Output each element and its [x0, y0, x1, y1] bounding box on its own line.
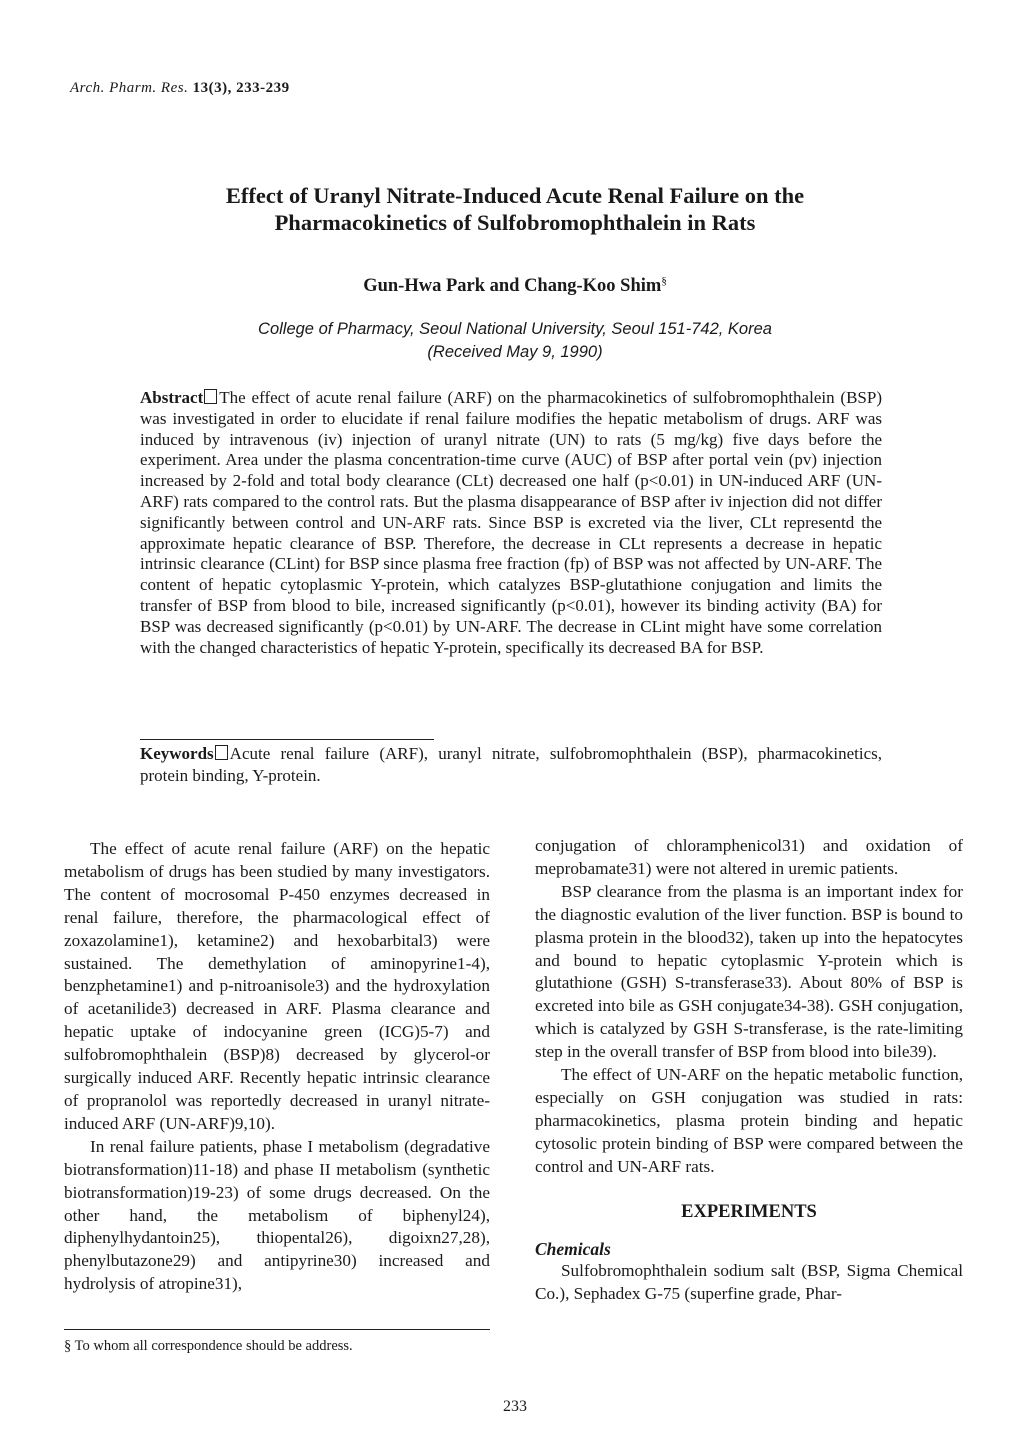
- affiliation-line: College of Pharmacy, Seoul National University, Seoul 151-742, Korea: [258, 320, 772, 338]
- body-paragraph: The effect of UN-ARF on the hepatic metabolic function, especially on GSH conjugation was studied in rats: pharmacokinetics, plasma protein binding and hepatic cytosolic protein binding of BSP were compared between the control and UN-ARF rats.: [535, 1065, 963, 1176]
- footnote-divider: [64, 1329, 490, 1330]
- volume-issue-pages: 13(3), 233-239: [192, 80, 290, 96]
- title-line-1: Effect of Uranyl Nitrate-Induced Acute Renal Failure on the: [225, 183, 805, 208]
- keywords: [140, 743, 882, 786]
- journal-name: Arch. Pharm. Res.: [70, 80, 189, 96]
- authors: [90, 275, 940, 297]
- body-column-left: [64, 838, 490, 1296]
- subsection-heading: Chemicals: [535, 1238, 611, 1259]
- keywords-text: Acute renal failure (ARF), uranyl nitrate, sulfobromophthalein (BSP), pharmacokinetics, protein binding, Y-protein.: [140, 744, 882, 785]
- abstract: [140, 388, 882, 658]
- box-separator-icon: [215, 745, 228, 760]
- body-paragraph: In renal failure patients, phase I metabolism (degradative biotransformation)11-18) and phase II metabolism (synthetic biotransformation)19-23) of some drugs decreased. On the other hand, the metabolism of biphenyl24), diphenylhydantoin25), thiopental26), digoixn27,28), phenylbutazone29) and antipyrine30) increased and hydrolysis of atropine31),: [64, 1136, 490, 1294]
- journal-citation: [70, 80, 290, 97]
- footnote-text: To whom all correspondence should be address.: [74, 1338, 353, 1354]
- affiliation: [90, 318, 940, 364]
- abstract-text: The effect of acute renal failure (ARF) on the pharmacokinetics of sulfobromophthalein (BSP) was investigated in order to elucidate if renal failure modifies the hepatic metabolism of drugs. ARF was induced by intravenous (iv) injection of uranyl nitrate (UN) to rats (5 mg/kg) five days before the experiment. Area under the plasma concentration-time curve (AUC) of BSP after portal vein (pv) injection increased by 2-fold and total body clearance (CLt) decreased one half (p<0.01) in UN-induced ARF (UN-ARF) rats compared to the control rats. But the plasma disappearance of BSP after iv injection did not differ significantly between control and UN-ARF rats. Since BSP is excreted via the liver, CLt representd the approximate hepatic clearance of BSP. Therefore, the decrease in CLt represents a decrease in hepatic intrinsic clearance (CLint) for BSP since plasma free fraction (fp) of BSP was not affected by UN-ARF. The content of hepatic cytoplasmic Y-protein, which catalyzes BSP-glutathione conjugation and limits the transfer of BSP from blood to bile, increased significantly (p<0.01), however its binding activity (BA) for BSP was decreased significantly (p<0.01) by UN-ARF. The decrease in CLint might have some correlation with the changed characteristics of hepatic Y-protein, specifically its decreased BA for BSP.: [140, 388, 882, 657]
- body-column-right: [535, 835, 963, 1306]
- footnote: [64, 1338, 353, 1355]
- body-paragraph: Sulfobromophthalein sodium salt (BSP, Sigma Chemical Co.), Sephadex G-75 (superfine grade, Phar-: [535, 1261, 963, 1304]
- abstract-label: Abstract: [140, 388, 204, 407]
- footnote-mark: §: [64, 1338, 72, 1354]
- paper-title: [90, 182, 940, 236]
- body-paragraph: BSP clearance from the plasma is an important index for the diagnostic evalution of the liver function. BSP is bound to plasma protein in the blood32), taken up into the hepatocytes and bound to hepatic cytoplasmic Y-protein which is glutathione (GSH) S-transferase33). About 80% of BSP is excreted into bile as GSH conjugate34-38). GSH conjugation, which is catalyzed by GSH S-transferase, is the rate-limiting step in the overall transfer of BSP from blood into bile39).: [535, 881, 963, 1062]
- keywords-label: Keywords: [140, 744, 214, 763]
- body-paragraph: conjugation of chloramphenicol31) and oxidation of meprobamate31) were not altered in uremic patients.: [535, 836, 963, 878]
- title-line-2: Pharmacokinetics of Sulfobromophthalein in Rats: [274, 210, 756, 235]
- page-number: 233: [503, 1398, 527, 1415]
- body-paragraph: The effect of acute renal failure (ARF) on the hepatic metabolism of drugs has been studied by many investigators. The content of mocrosomal P-450 enzymes decreased in renal failure, therefore, the pharmacological effect of zoxazolamine1), ketamine2) and hexobarbital3) were sustained. The demethylation of aminopyrine1-4), benzphetamine1) and p-nitroanisole3) and the hydroxylation of acetanilide3) decreased in ARF. Plasma clearance and hepatic uptake of indocyanine green (ICG)5-7) and sulfobromophthalein (BSP)8) decreased by glycerol-or surgically induced ARF. Recently hepatic intrinsic clearance of propranolol was reportedly decreased in uranyl nitrate-induced ARF (UN-ARF)9,10).: [64, 839, 490, 1133]
- keywords-divider: [140, 739, 434, 740]
- section-heading: EXPERIMENTS: [681, 1201, 817, 1222]
- box-separator-icon: [204, 389, 217, 404]
- received-date: (Received May 9, 1990): [427, 343, 603, 361]
- author-names: Gun-Hwa Park and Chang-Koo Shim: [363, 276, 662, 297]
- correspondence-mark: §: [661, 275, 667, 287]
